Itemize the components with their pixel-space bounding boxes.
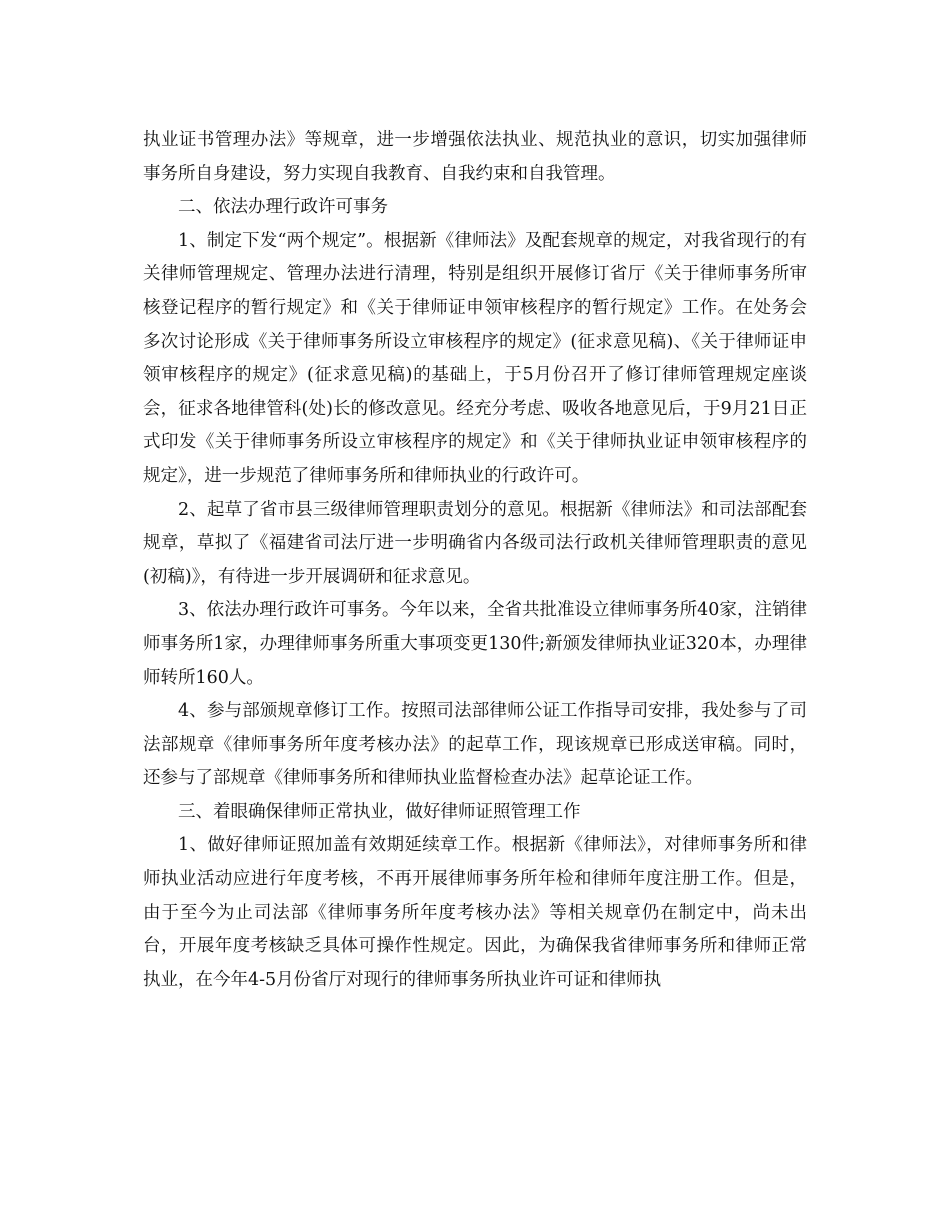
section-heading: 二、依法办理行政许可事务 [178, 197, 388, 218]
body-paragraph: 2、起草了省市县三级律师管理职责划分的意见。根据新《律师法》和司法部配套规章，草拟了《福建省司法厅进一步明确省内各级司法行政机关律师管理职责的意见(初稿)》，有待进一步开展调研和征求意见。 [143, 499, 807, 587]
section-heading: 三、着眼确保律师正常执业，做好律师证照管理工作 [178, 801, 581, 822]
body-paragraph: 4、参与部颁规章修订工作。按照司法部律师公证工作指导司安排，我处参与了司法部规章《律师事务所年度考核办法》的起草工作，现该规章已形成送审稿。同时，还参与了部规章《律师事务所和律师执业监督检查办法》起草论证工作。 [143, 701, 807, 789]
document-page [143, 124, 807, 997]
body-paragraph: 3、依法办理行政许可事务。今年以来，全省共批准设立律师事务所40家，注销律师事务所1家，办理律师事务所重大事项变更130件;新颁发律师执业证320本，办理律师转所160人。 [143, 600, 807, 688]
body-paragraph: 1、制定下发“两个规定”。根据新《律师法》及配套规章的规定，对我省现行的有关律师管理规定、管理办法进行清理，特别是组织开展修订省厅《关于律师事务所审核登记程序的暂行规定》和《关于律师证申领审核程序的暂行规定》工作。在处务会多次讨论形成《关于律师事务所设立审核程序的规定》(征求意见稿)、《关于律师证申领审核程序的规定》(征求意见稿)的基础上，于5月份召开了修订律师管理规定座谈会，征求各地律管科(处)长的修改意见。经充分考虑、吸收各地意见后，于9月21日正式印发《关于律师事务所设立审核程序的规定》和《关于律师执业证申领审核程序的规定》，进一步规范了律师事务所和律师执业的行政许可。 [143, 230, 807, 486]
body-paragraph: 1、做好律师证照加盖有效期延续章工作。根据新《律师法》，对律师事务所和律师执业活动应进行年度考核，不再开展律师事务所年检和律师年度注册工作。但是，由于至今为止司法部《律师事务所年度考核办法》等相关规章仍在制定中，尚未出台，开展年度考核缺乏具体可操作性规定。因此，为确保我省律师事务所和律师正常执业，在今年4-5月份省厅对现行的律师事务所执业许可证和律师执 [143, 835, 807, 990]
body-paragraph: 执业证书管理办法》等规章，进一步增强依法执业、规范执业的意识，切实加强律师事务所自身建设，努力实现自我教育、自我约束和自我管理。 [143, 130, 807, 184]
